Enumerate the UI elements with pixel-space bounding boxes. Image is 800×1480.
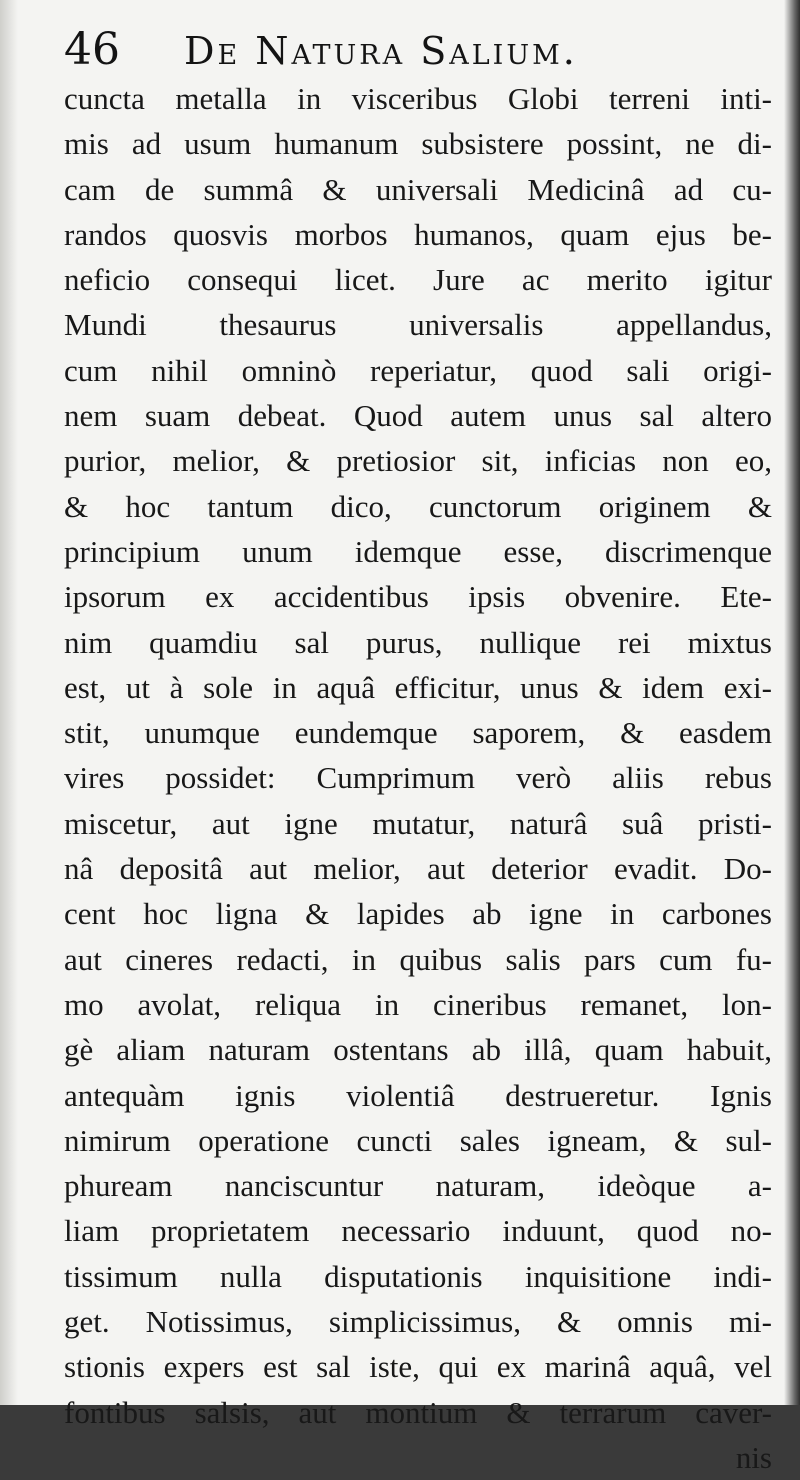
page-header: [64, 22, 764, 80]
catchword: nis: [735, 1439, 772, 1475]
text-line: ipsorum ex accidentibus ipsis obvenire. Ete-: [64, 579, 772, 615]
text-line: phuream nanciscuntur naturam, ideòque a-: [64, 1168, 772, 1204]
text-line: principium unum idemque esse, discrimenque: [64, 533, 772, 569]
text-line: randos quosvis morbos humanos, quam ejus be-: [64, 216, 772, 252]
text-line: liam proprietatem necessario induunt, quod no-: [64, 1213, 772, 1249]
text-line: nem suam debeat. Quod autem unus sal altero: [64, 398, 772, 434]
text-line: nâ depositâ aut melior, aut deterior evadit. Do-: [64, 851, 772, 887]
text-line: vires possidet: Cumprimum verò aliis rebus: [64, 760, 772, 796]
text-line: gè aliam naturam ostentans ab illâ, quam habuit,: [64, 1032, 772, 1068]
text-line: cuncta metalla in visceribus Globi terreni inti-: [64, 81, 772, 116]
text-line: nimirum operatione cuncti sales igneam, & sul-: [64, 1122, 772, 1158]
text-line: Mundi thesaurus universalis appellandus,: [64, 307, 772, 343]
text-line: purior, melior, & pretiosior sit, inficias non eo,: [64, 443, 772, 479]
text-line: stionis expers est sal iste, qui ex marinâ aquâ, vel: [64, 1349, 772, 1385]
text-line: get. Notissimus, simplicissimus, & omnis mi-: [64, 1304, 772, 1340]
text-line: miscetur, aut igne mutatur, naturâ suâ pristi-: [64, 805, 772, 841]
text-line: aut cineres redacti, in quibus salis pars cum fu-: [64, 941, 772, 977]
text-line: cam de summâ & universali Medicinâ ad cu-: [64, 171, 772, 207]
text-line: & hoc tantum dico, cunctorum originem &: [64, 488, 772, 524]
text-line: neficio consequi licet. Jure ac merito igitur: [64, 262, 772, 298]
body-text: [64, 76, 772, 1480]
page-number: 46: [64, 24, 120, 75]
text-line: tissimum nulla disputationis inquisitione indi-: [64, 1258, 772, 1294]
text-line: antequàm ignis violentiâ destrueretur. Ignis: [64, 1077, 772, 1113]
text-line: mis ad usum humanum subsistere possint, ne di-: [64, 126, 772, 162]
text-line: cum nihil omninò reperiatur, quod sali origi-: [64, 352, 772, 388]
text-line: est, ut à sole in aquâ efficitur, unus & idem exi-: [64, 669, 772, 705]
text-line: fontibus salsis, aut montium & terrarum caver-: [64, 1394, 772, 1430]
running-head: De Natura Salium.: [184, 29, 578, 73]
text-line: cent hoc ligna & lapides ab igne in carbones: [64, 896, 772, 932]
text-line: stit, unumque eundemque saporem, & easdem: [64, 715, 772, 751]
text-line: nim quamdiu sal purus, nullique rei mixtus: [64, 624, 772, 660]
text-line: mo avolat, reliqua in cineribus remanet, lon-: [64, 986, 772, 1022]
